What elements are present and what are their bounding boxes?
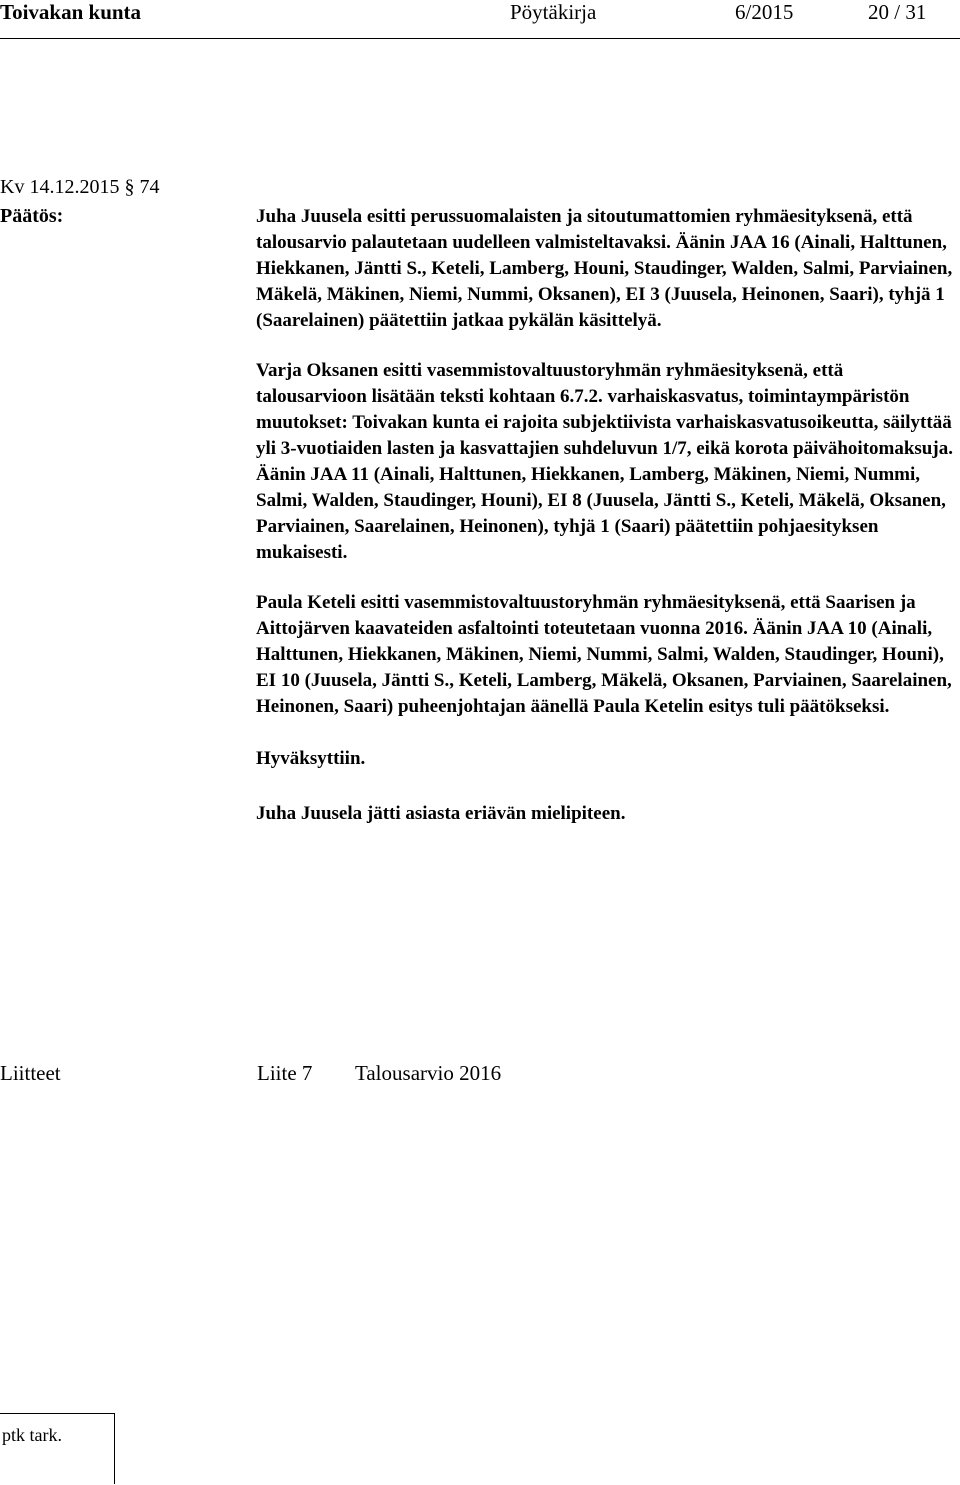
header-divider [0,38,960,39]
meeting-reference: Kv 14.12.2015 § 74 [0,176,160,198]
header-page-number: 20 / 31 [868,0,927,24]
initials-label: ptk tark. [2,1425,62,1445]
attachments-label: Liitteet [0,1061,61,1085]
attachment-id: Liite 7 [257,1061,313,1085]
dissenting-opinion: Juha Juusela jätti asiasta eriävän mielipiteen. [256,803,626,824]
header-organization: Toivakan kunta [0,0,142,24]
decision-paragraph-2: Varja Oksanen esitti vasemmistovaltuustoryhmän ryhmäesityksenä, että talousarvioon lisätään teksti kohtaan 6.7.2. varhaiskasvatus, toimintaympäristön muutokset: Toivakan kunta ei rajoita subjektiivista varhaiskasvatusoikeutta, säilyttää yli 3-vuotiaiden lasten ja kasvattajien suhdeluvun 1/7, eikä korota päivähoitomaksuja. Äänin JAA 11 (Ainali, Halttunen, Hiekkanen, Lamberg, Mäkinen, Niemi, Nummi, Salmi, Walden, Staudinger, Houni), EI 8 (Juusela, Jäntti S., Keteli, Mäkelä, Oksanen, Parviainen, Saarelainen, Heinonen), tyhjä 1 (Saari) päätettiin pohjaesityksen mukaisesti. [256,360,953,563]
decision-approved: Hyväksyttiin. [256,748,366,769]
decision-paragraph-1: Juha Juusela esitti perussuomalaisten ja sitoutumattomien ryhmäesityksenä, että talousarvio palautetaan uudelleen valmisteltavaksi. Äänin JAA 16 (Ainali, Halttunen, Hiekkanen, Jäntti S., Keteli, Lamberg, Houni, Staudinger, Walden, Salmi, Parviainen, Mäkelä, Mäkinen, Niemi, Nummi, Oksanen), EI 3 (Juusela, Heinonen, Saari), tyhjä 1 (Saarelainen) päätettiin jatkaa pykälän käsittelyä. [256,206,953,331]
decision-body [256,204,958,827]
decision-paragraph-3: Paula Keteli esitti vasemmistovaltuustoryhmän ryhmäesityksenä, että Saarisen ja Aittojärven kaavateiden asfaltointi toteutetaan vuonna 2016. Äänin JAA 10 (Ainali, Halttunen, Hiekkanen, Mäkinen, Niemi, Nummi, Salmi, Walden, Staudinger, Houni), EI 10 (Juusela, Jäntti S., Keteli, Lamberg, Mäkelä, Oksanen, Parviainen, Saarelainen, Heinonen, Saari) puheenjohtajan äänellä Paula Ketelin esitys tuli päätökseksi. [256,592,952,717]
header-issue: 6/2015 [735,0,794,24]
attachment-title: Talousarvio 2016 [355,1061,502,1085]
section-label: Päätös: [0,205,64,227]
header-document-type: Pöytäkirja [510,0,597,24]
